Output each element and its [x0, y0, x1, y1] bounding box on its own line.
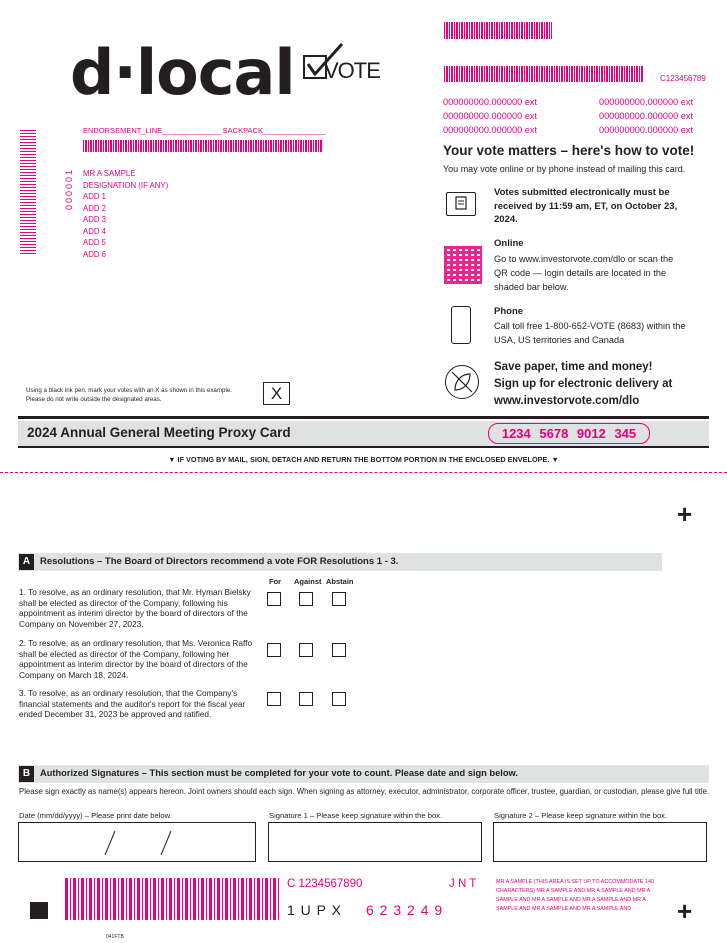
- ext-code: 000000000.000000 ext: [598, 111, 693, 121]
- ink-instruction: [26, 386, 232, 404]
- res3-against-checkbox[interactable]: [299, 692, 313, 706]
- ext-code: 000000000.000000 ext: [598, 125, 693, 135]
- address-line: ADD 1: [83, 192, 106, 201]
- res2-abstain-checkbox[interactable]: [332, 643, 346, 657]
- signature-2-label: Signature 2 – Please keep signature within the box.: [494, 811, 668, 820]
- company-logo: d·local: [70, 36, 295, 109]
- save-line: Save paper, time and money!: [494, 361, 653, 373]
- mid-barcode: [444, 66, 644, 82]
- col-for: For: [269, 577, 282, 586]
- date-label: Date (mm/dd/yyyy) – Please print date below.: [19, 811, 172, 820]
- res3-abstain-checkbox[interactable]: [332, 692, 346, 706]
- footer-code-3: 1 U P X: [287, 902, 342, 918]
- vertical-barcode: [20, 130, 36, 254]
- res2-against-checkbox[interactable]: [299, 643, 313, 657]
- ext-code: 000000000.000000 ext: [443, 125, 538, 135]
- col-abstain: Abstain: [326, 577, 354, 586]
- divider: [18, 446, 709, 448]
- footer-barcode: [65, 878, 279, 920]
- footer-code-2: J N T: [449, 878, 477, 890]
- resolution-2: 2. To resolve, as an ordinary resolution, that Ms. Veronica Raffo shall be elected as director of the Company, following her appointment as interim director by the board of directors of the Company on March 18, 2024.: [19, 638, 253, 680]
- address-line: ADD 6: [83, 249, 106, 259]
- section-a-letter: A: [19, 554, 34, 570]
- vote-info-title: Your vote matters – here's how to vote!: [443, 143, 695, 158]
- phone-text: Call toll free 1-800-652-VOTE (8683) within the USA, US territories and Canada: [494, 321, 686, 345]
- date-field[interactable]: [18, 822, 256, 862]
- address-line: ADD 5: [83, 238, 106, 247]
- divider: [18, 416, 709, 419]
- endorsement-line: ENDORSEMENT_LINE______________ SACKPACK_______________: [83, 126, 326, 135]
- resolution-1: 1. To resolve, as an ordinary resolution, that Mr. Hyman Bielsky shall be elected as director of the Company, following his appointment as interim director by the board of directors of the Company on November 27, 2023.: [19, 587, 251, 629]
- phone-icon: [451, 306, 471, 344]
- address-barcode: [83, 140, 323, 152]
- address-line: ADD 2: [83, 203, 106, 213]
- footer-code-4: 6 2 3 2 4 9: [366, 902, 444, 918]
- res1-abstain-checkbox[interactable]: [332, 592, 346, 606]
- qr-code-icon[interactable]: [444, 246, 482, 284]
- form-code: 041FTB: [106, 934, 124, 940]
- address-line: ADD 3: [83, 215, 106, 224]
- footer-sample-text: MR A SAMPLE (THIS AREA IS SET UP TO ACCOMMODATE 140 CHARACTERS) MR A SAMPLE AND MR A SAMPLE AND MR A SAMPLE AND MR A SAMPLE AND MR A SAMPLE AND MR A SAMPLE AND MR A SAMPLE AND MR A SAMPLE AND: [496, 879, 654, 912]
- section-a-title: Resolutions – The Board of Directors recommend a vote FOR Resolutions 1 - 3.: [40, 556, 399, 567]
- signature-1-label: Signature 1 – Please keep signature within the box.: [269, 811, 443, 820]
- col-against: Against: [294, 577, 322, 586]
- phone-title: Phone: [494, 306, 524, 317]
- ext-code: 000000000.000000 ext: [598, 97, 693, 107]
- date-separators: [19, 823, 257, 863]
- top-barcode: [444, 22, 552, 39]
- footer-code-1: C 1234567890: [287, 878, 363, 890]
- tear-line: [0, 472, 727, 473]
- deadline-text: Votes submitted electronically must be received by 11:59 am, ET, on October 23, 2024.: [494, 187, 678, 225]
- address-line: MR A SAMPLE: [83, 169, 136, 178]
- res2-for-checkbox[interactable]: [267, 643, 281, 657]
- address-line: ADD 4: [83, 226, 106, 236]
- instruction-line: Using a black ink pen, mark your votes with an X as shown in this example.: [26, 387, 233, 394]
- online-title: Online: [494, 238, 524, 249]
- resolution-3: 3. To resolve, as an ordinary resolution, that the Company's financial statements and the auditor's report for the fiscal year ended December 31, 2023 be approved and ratified.: [19, 688, 246, 719]
- ext-code: 000000000.000000 ext: [443, 111, 538, 121]
- res3-for-checkbox[interactable]: [267, 692, 281, 706]
- res1-for-checkbox[interactable]: [267, 592, 281, 606]
- detach-notice: ▼ IF VOTING BY MAIL, SIGN, DETACH AND RETURN THE BOTTOM PORTION IN THE ENCLOSED ENVELOPE. ▼: [168, 455, 559, 464]
- address-block: [83, 168, 168, 260]
- control-code: C123456789: [660, 74, 706, 83]
- ext-codes: [443, 95, 693, 137]
- signature-instructions: Please sign exactly as name(s) appears hereon. Joint owners should each sign. When signing as attorney, executor, administrator, corporate officer, trustee, guardian, or custodian, please give full title.: [19, 787, 710, 796]
- proxy-card-title: 2024 Annual General Meeting Proxy Card: [27, 425, 291, 440]
- vote-logo: [302, 42, 380, 83]
- vote-logo-text: VOTE: [324, 58, 380, 83]
- example-mark: X: [270, 384, 283, 403]
- save-line[interactable]: www.investorvote.com/dlo: [494, 395, 640, 407]
- side-code: 000001: [64, 168, 74, 211]
- example-mark-box: [263, 382, 290, 405]
- section-b-title: Authorized Signatures – This section must be completed for your vote to count. Please date and sign below.: [40, 768, 519, 778]
- leaf-icon: [445, 365, 479, 399]
- address-line: DESIGNATION (IF ANY): [83, 180, 169, 190]
- save-text: [494, 359, 672, 410]
- proxy-card-number: 1234 5678 9012 345: [488, 423, 650, 444]
- instruction-line: Please do not write outside the designated areas.: [26, 396, 162, 403]
- registration-mark: +: [677, 896, 693, 926]
- black-square-mark: [30, 902, 48, 919]
- signature-2-field[interactable]: [493, 822, 707, 862]
- signature-1-field[interactable]: [268, 822, 482, 862]
- online-text: Go to www.investorvote.com/dlo or scan the QR code — login details are located in the shaded bar below.: [494, 254, 674, 292]
- res1-against-checkbox[interactable]: [299, 592, 313, 606]
- registration-mark: +: [677, 499, 693, 529]
- ext-code: 000000000.000000 ext: [443, 97, 538, 107]
- section-b-letter: B: [19, 766, 34, 782]
- computer-icon: [446, 192, 476, 216]
- vote-info-subtitle: You may vote online or by phone instead of mailing this card.: [443, 164, 686, 174]
- save-line: Sign up for electronic delivery at: [494, 378, 673, 390]
